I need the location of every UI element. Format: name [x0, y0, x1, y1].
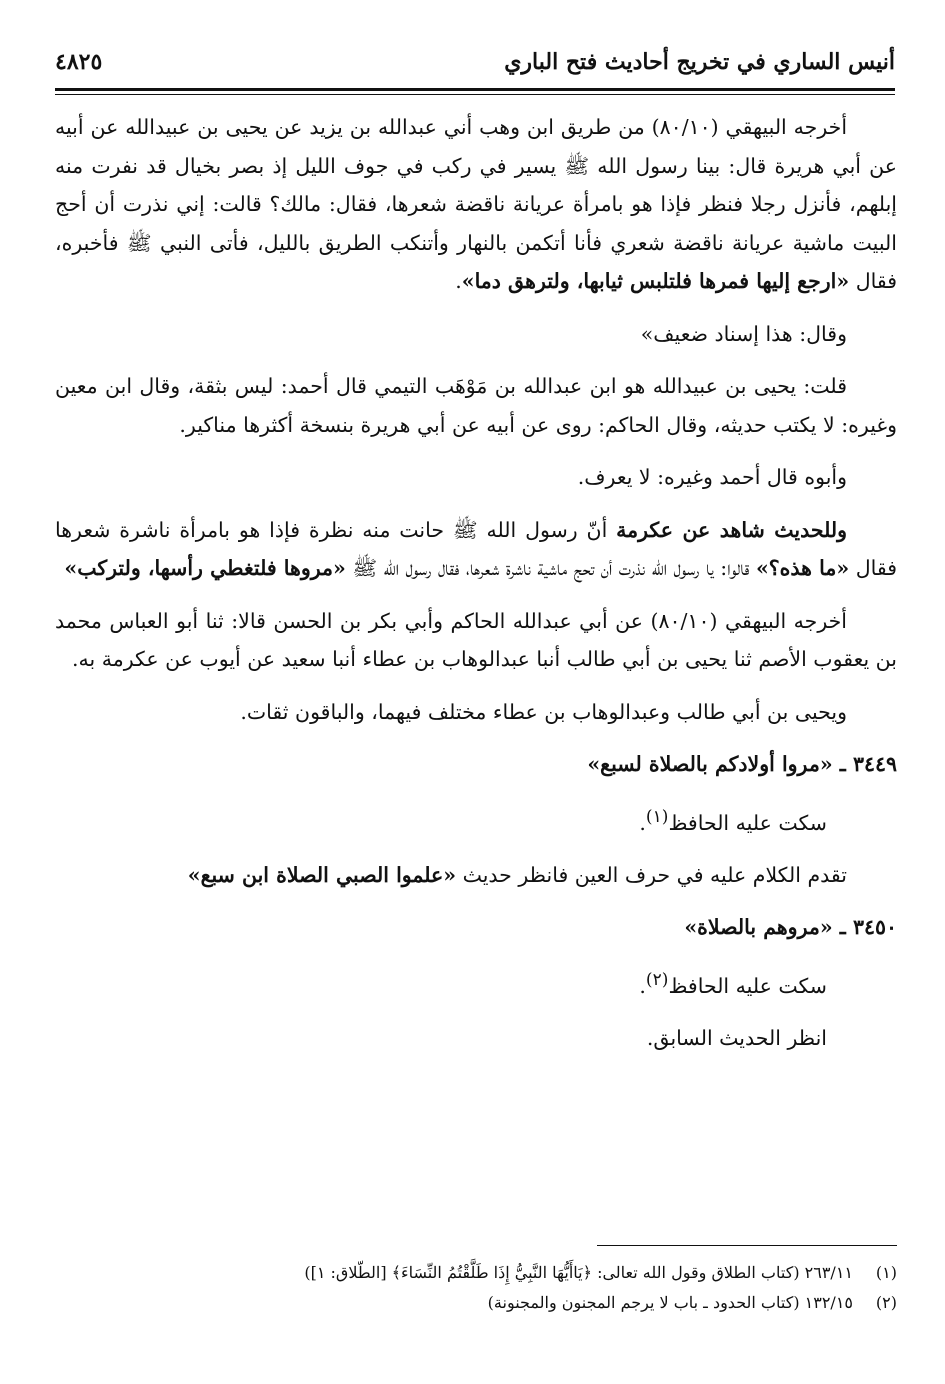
page-number: ٤٨٢٥: [55, 49, 103, 75]
hadith-heading-3449: ٣٤٤٩ ـ «مروا أولادكم بالصلاة لسبع»: [587, 752, 897, 776]
hadith-heading-3450: ٣٤٥٠ ـ «مروهم بالصلاة»: [684, 915, 897, 940]
footnote-ref-2: (٢): [645, 969, 669, 990]
paragraph-narrator-note: قلت: يحيى بن عبيدالله هو ابن عبدالله بن مَوْهَب التيمي قال أحمد: ليس بثقة، وقال ابن معين وغيره: لا يكتب حديثه، وقال الحاكم: روى عن أبيه عن أبي هريرة بنسخة أكثرها مناكير.: [55, 374, 897, 437]
hafiz-note-2: سكت عليه الحافظ$^{(٢)}$.: [639, 969, 827, 998]
footnote-text: ١٣٢/١٥ (كتاب الحدود ـ باب لا يرجم المجنون والمجنونة): [487, 1293, 853, 1312]
see-previous-note: انظر الحديث السابق.: [646, 1026, 827, 1051]
main-text: [55, 108, 897, 1072]
footnote-ref-1: (١): [645, 806, 669, 827]
footnote-1: [60, 1258, 897, 1288]
paragraph-supporting-narration: وللحديث شاهد عن عكرمة أنّ رسول الله ﷺ حانت منه نظرة فإذا هو بامرأة ناشرة شعرها فقال «ما هذه؟» قالوا: يا رسول الله نذرت أن تحج ماشية ناشرة شعرها، فقال رسول الله ﷺ «مروها فلتغطي رأسها، ولتركب»: [55, 517, 897, 580]
running-header: [55, 40, 895, 84]
book-title: أنيس الساري في تخريج أحاديث فتح الباري: [504, 49, 895, 75]
footnote-separator: [597, 1245, 897, 1246]
paragraph-takhrij-1: أخرجه البيهقي (٨٠/١٠) من طريق ابن وهب أني عبدالله بن يزيد عن يحيى بن عبيدالله عن أبيه عن أبي هريرة قال: بينا رسول الله ﷺ يسير في ركب في جوف الليل إذ بصر بخيال قد نفرت منه إبلهم، فأنزل رجلا فنظر فإذا هو بامرأة عريانة ناقضة شعرها، فقال: مالك؟ قالت: إني نذرت أن أحج البيت ماشية عريانة ناقضة شعري فأنا أتكمن بالنهار وأتنكب الطريق بالليل، فأتى النبي ﷺ فأخبره، فقال «ارجع إليها فمرها فلتلبس ثيابها، ولترهق دما».: [55, 115, 897, 293]
paragraph-narrator-status: ويحيى بن أبي طالب وعبدالوهاب بن عطاء مختلف فيهما، والباقون ثقات.: [240, 699, 847, 724]
paragraph-father-note: وأبوه قال أحمد وغيره: لا يعرف.: [577, 465, 847, 489]
footnote-2: [60, 1288, 897, 1318]
paragraph-grading: وقال: هذا إسناد ضعيف»: [640, 321, 847, 346]
header-rule-thick: [55, 88, 895, 91]
header-rule-thin: [55, 94, 895, 95]
footnote-number: (٢): [875, 1293, 897, 1312]
cross-reference: تقدم الكلام عليه في حرف العين فانظر حديث «علموا الصبي الصلاة ابن سبع»: [187, 862, 847, 887]
footnote-number: (١): [875, 1263, 897, 1282]
footnotes: [60, 1258, 897, 1318]
paragraph-takhrij-2: أخرجه البيهقي (٨٠/١٠) عن أبي عبدالله الحاكم وأبي بكر بن الحسن قالا: ثنا أبو العباس محمد بن يعقوب الأصم ثنا يحيى بن أبي طالب أنبا عبدالوهاب بن عطاء أنبا سعيد عن أيوب عن عكرمة به.: [55, 608, 897, 671]
hafiz-note-1: سكت عليه الحافظ$^{(١)}$.: [639, 806, 827, 835]
footnote-text: ٢٦٣/١١ (كتاب الطلاق وقول الله تعالى: ﴿يَاأَيُّهَا النَّبِيُّ إِذَا طَلَّقْتُمُ النِّسَاءَ﴾ [الطّلاق: ١]): [304, 1263, 853, 1282]
